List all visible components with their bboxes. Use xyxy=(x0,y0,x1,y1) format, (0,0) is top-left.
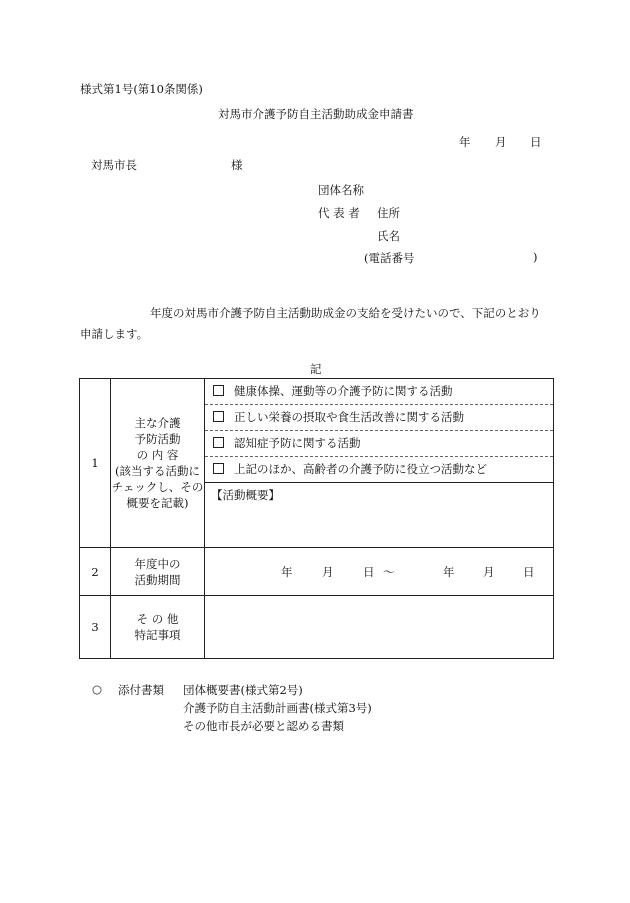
period-end-month: 月 xyxy=(483,565,495,579)
option-label: 上記のほか、高齢者の介護予防に役立つ活動など xyxy=(234,462,487,476)
activity-summary-field[interactable] xyxy=(205,483,553,547)
attachments-label: 添付書類 xyxy=(118,683,164,697)
body-text-line-1: 年度の対馬市介護予防自主活動助成金の支給を受けたいので、下記のとおり xyxy=(150,306,541,320)
group-name-label: 団体名称 xyxy=(318,183,364,197)
phone-close: ) xyxy=(533,250,538,264)
activity-option-3[interactable] xyxy=(205,431,553,457)
activity-option-2[interactable] xyxy=(205,405,553,431)
row-number-1: 1 xyxy=(80,379,111,548)
other-notes-label xyxy=(111,596,205,659)
date-year: 年 xyxy=(459,135,471,149)
label-line: 主な介護 xyxy=(134,416,181,430)
period-end-day: 日 xyxy=(523,565,535,579)
label-line: そ の 他 xyxy=(136,612,179,626)
addressee-honorific: 様 xyxy=(231,158,243,172)
activity-option-4[interactable] xyxy=(205,457,553,483)
period-start-month: 月 xyxy=(322,565,334,579)
date-day: 日 xyxy=(530,135,542,149)
addressee-name: 対馬市長 xyxy=(91,158,137,172)
activity-options-cell xyxy=(205,379,554,548)
ki-heading: 記 xyxy=(310,362,322,376)
phone-label: (電話番号 xyxy=(364,251,415,265)
checkbox[interactable] xyxy=(213,463,224,474)
form-number: 様式第1号(第10条関係) xyxy=(80,82,203,96)
activity-content-label xyxy=(111,379,205,548)
application-table xyxy=(79,378,554,659)
label-line: チェックし、その xyxy=(111,480,204,494)
activity-option-1[interactable] xyxy=(205,379,553,405)
checkbox[interactable] xyxy=(213,411,224,422)
period-start-day: 日 xyxy=(363,565,375,579)
body-text-line-2: 申請します。 xyxy=(80,327,149,341)
activity-period-label xyxy=(111,548,205,596)
label-line: 概要を記載) xyxy=(126,496,189,510)
option-label: 健康体操、運動等の介護予防に関する活動 xyxy=(234,384,453,398)
label-line: 年度中の xyxy=(134,556,181,571)
period-start-year: 年 xyxy=(281,565,293,579)
label-line: 特記事項 xyxy=(134,628,181,642)
row-number-3: 3 xyxy=(80,596,111,659)
attachment-item: その他市長が必要と認める書類 xyxy=(183,719,344,733)
address-label: 住所 xyxy=(377,206,400,220)
table-row xyxy=(80,548,554,596)
table-row xyxy=(80,596,554,659)
activity-period-field[interactable] xyxy=(205,548,554,596)
name-label: 氏名 xyxy=(377,229,400,243)
date-month: 月 xyxy=(495,135,507,149)
period-tilde: ～ xyxy=(383,565,395,579)
attachment-item: 団体概要書(様式第2号) xyxy=(183,683,303,697)
label-line: 予防活動 xyxy=(134,432,181,446)
attachments-bullet: ○ xyxy=(92,682,103,696)
option-label: 認知症予防に関する活動 xyxy=(234,436,361,450)
period-end-year: 年 xyxy=(443,565,455,579)
activity-summary-label: 【活動概要】 xyxy=(211,488,280,502)
option-label: 正しい栄養の摂取や食生活改善に関する活動 xyxy=(234,410,464,424)
checkbox[interactable] xyxy=(213,385,224,396)
checkbox[interactable] xyxy=(213,437,224,448)
row-number-2: 2 xyxy=(80,548,111,596)
other-notes-field[interactable] xyxy=(205,596,554,659)
label-line: の 内 容 xyxy=(136,448,179,462)
representative-label: 代 表 者 xyxy=(318,206,360,220)
label-line: (該当する活動に xyxy=(115,464,200,478)
label-line: 活動期間 xyxy=(134,572,181,587)
document-title: 対馬市介護予防自主活動助成金申請書 xyxy=(218,107,414,121)
attachment-item: 介護予防自主活動計画書(様式第3号) xyxy=(183,701,372,715)
table-row xyxy=(80,379,554,548)
